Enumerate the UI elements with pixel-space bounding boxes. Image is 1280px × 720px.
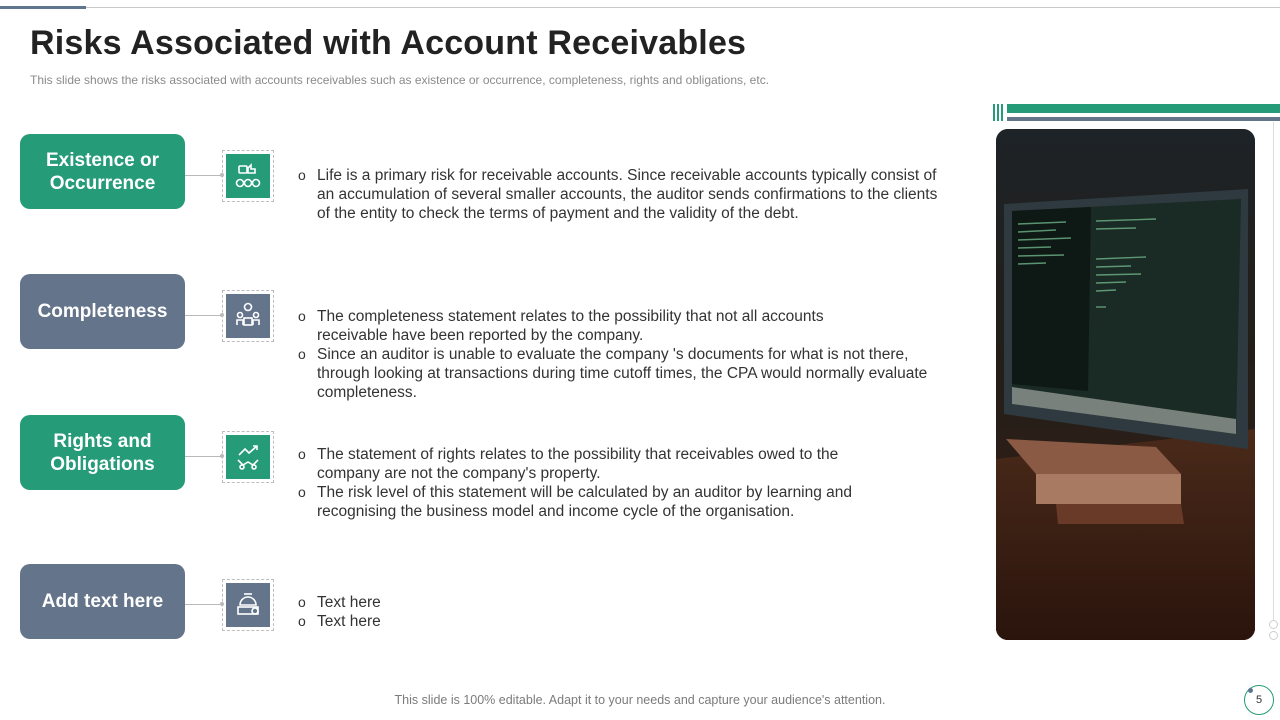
connector — [185, 175, 222, 176]
label-rights-obligations — [20, 415, 185, 490]
bullet-list — [298, 307, 938, 402]
label-text: Existence or Occurrence — [46, 149, 159, 194]
icon-frame — [222, 579, 274, 631]
decorative-ring — [1269, 620, 1278, 629]
money-thumbs-up-icon — [226, 154, 270, 198]
bullet-item: o Text here — [298, 593, 598, 612]
decorative-ring — [1269, 631, 1278, 640]
label-text: Add text here — [41, 591, 164, 612]
label-add-text — [20, 564, 185, 639]
bullet-list — [298, 166, 938, 223]
label-completeness — [20, 274, 185, 349]
decorative-green-bar — [1007, 104, 1280, 113]
label-existence-occurrence — [20, 134, 185, 209]
bullet-item: o The statement of rights relates to the possibility that receivables owed to the company are not the company's property. — [298, 445, 858, 483]
computer-screen-photo — [996, 129, 1255, 640]
right-edge-line — [1273, 122, 1274, 622]
growth-handshake-icon — [226, 435, 270, 479]
bullet-item: o The risk level of this statement will be calculated by an auditor by learning and recognising the business model and income cycle of the organisation. — [298, 483, 858, 521]
icon-frame — [222, 150, 274, 202]
bullet-item: o Life is a primary risk for receivable accounts. Since receivable accounts typically consist of an accumulation of several smaller accounts, the auditor sends confirmations to the clients of the entity to check the terms of payment and the validity of the debt. — [298, 166, 938, 223]
bullet-list — [298, 593, 598, 631]
connector — [185, 456, 222, 457]
icon-frame — [222, 431, 274, 483]
bullet-list — [298, 445, 938, 521]
label-text: Completeness — [37, 301, 168, 322]
top-divider — [0, 7, 1280, 8]
page-number-dot — [1248, 688, 1253, 693]
label-text: Rights and Obligations — [50, 430, 155, 475]
cash-register-icon — [226, 583, 270, 627]
page-number-text: 5 — [1255, 694, 1263, 706]
page-title: Risks Associated with Account Receivables — [30, 24, 747, 62]
bullet-item: o Text here — [298, 612, 598, 631]
top-accent-bar — [0, 6, 86, 9]
connector — [185, 315, 222, 316]
icon-frame — [222, 290, 274, 342]
page-subtitle: This slide shows the risks associated with accounts receivables such as existence or occurrence, completeness, rights and obligations, etc. — [30, 73, 770, 87]
bullet-item: o The completeness statement relates to the possibility that not all accounts receivable have been reported by the company. — [298, 307, 858, 345]
footer-note: This slide is 100% editable. Adapt it to your needs and capture your audience's attention. — [394, 693, 886, 707]
bullet-item: o Since an auditor is unable to evaluate the company 's documents for what is not there, through looking at transactions during time cutoff times, the CPA would normally evaluate completeness. — [298, 345, 928, 402]
decorative-slate-bar — [1007, 117, 1280, 121]
connector — [185, 604, 222, 605]
meeting-money-icon — [226, 294, 270, 338]
